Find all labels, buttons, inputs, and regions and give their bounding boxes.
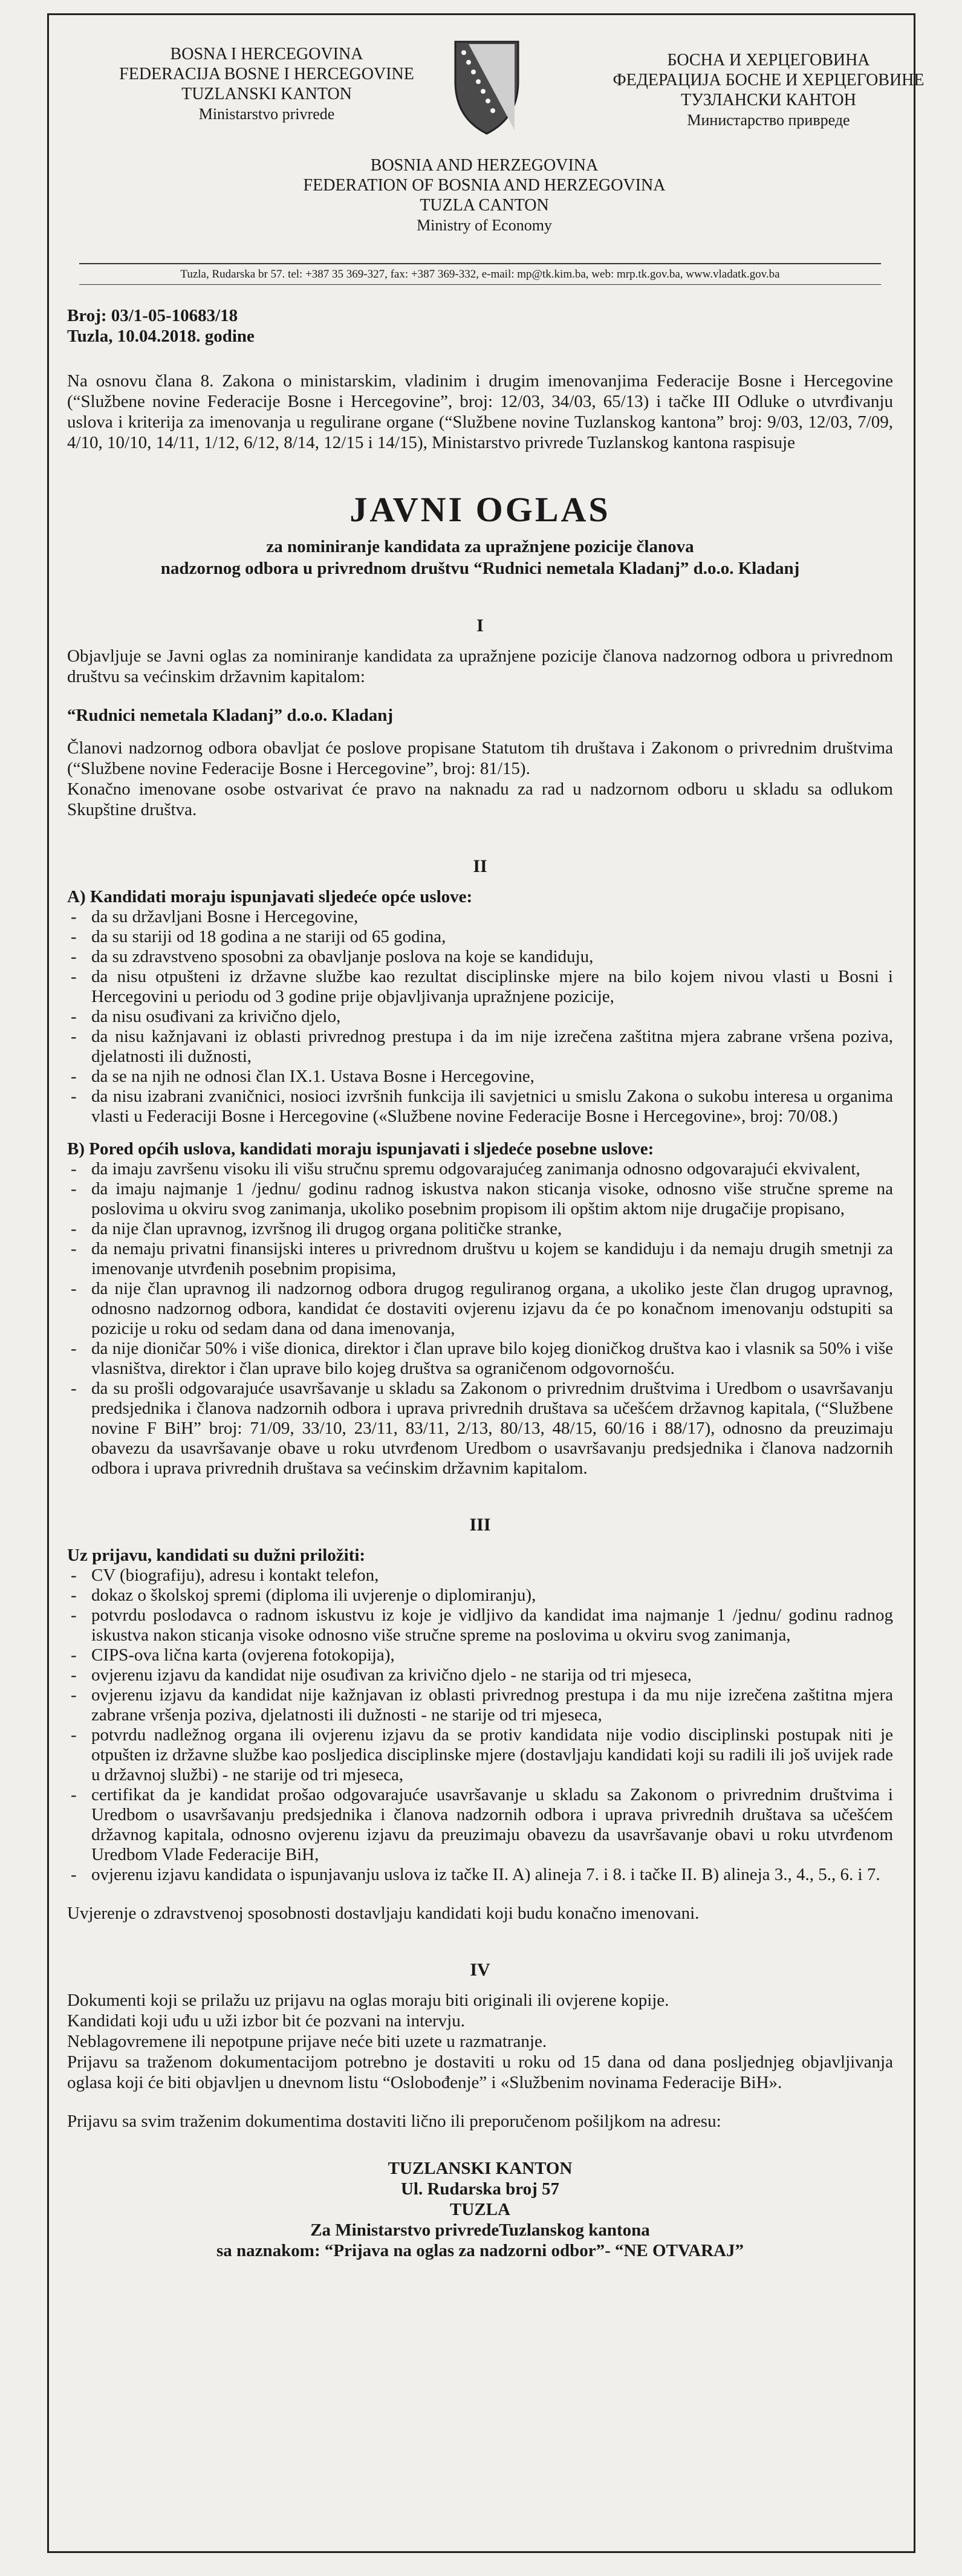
coat-of-arms-icon	[450, 39, 523, 136]
notice-title: JAVNI OGLAS	[349, 490, 611, 529]
company-name: “Rudnici nemetala Kladanj” d.o.o. Kladanj	[67, 706, 393, 725]
section-heading-2: II	[473, 856, 487, 876]
section-1-paragraph: Konačno imenovane osobe ostvarivat će pravo na naknadu za rad u nadzornom odboru u skladu sa odlukom Skupštine društva.	[67, 779, 893, 819]
delivery-instruction: Prijavu sa svim traženim dokumentima dostaviti lično ili preporučenom pošiljkom na adresu:	[67, 2112, 721, 2131]
list-item: - ovjerenu izjavu kandidata o ispunjavanju uslova iz tačke II. A) alineja 7. i 8. i tačke II. B) alineja 3., 4., 5., 6. i 7.	[91, 1865, 893, 1885]
canton-name: TUZLANSKI KANTON	[181, 85, 352, 103]
address-line: TUZLANSKI KANTON	[388, 2159, 573, 2178]
section-1-paragraph: Članovi nadzornog odbora obavljat će poslove propisane Statutom tih društava i Zakonom o privrednim društvima (“Službene novine Federacije Bosne i Hercegovine”, broj: 81/15).	[67, 738, 893, 778]
general-conditions-heading: A) Kandidati moraju ispunjavati sljedeće opće uslove:	[67, 887, 473, 906]
contact-line: Tuzla, Rudarska br 57. tel: +387 35 369-327, fax: +387 369-332, e-mail: mp@tk.kim.ba, web: mrp.tk.gov.ba, www.vladatk.gov.ba	[79, 263, 881, 281]
list-item: - da nije dioničar 50% i više dionica, direktor i član uprave bilo kojeg dioničkog društva kao i vlasnik sa 50% i više vlasništva, direktor i član uprave bilo kojeg društva sa ograničenom odgovornošću.	[91, 1339, 893, 1379]
health-certificate-note: Uvjerenje o zdravstvenoj sposobnosti dostavljaju kandidati koji budu konačno imenovani.	[67, 1904, 700, 1923]
list-item: - da nije član upravnog ili nadzornog odbora drugog reguliranog organa, a ukoliko jeste član drugog upravnog, odnosno nadzornog odbora, kandidat će dostaviti ovjerenu izjavu da će po konačnom imenovanju odstupiti sa pozicije u roku od sedam dana od dana imenovanja,	[91, 1279, 893, 1339]
attachments-list	[67, 1566, 893, 1885]
list-item: - da se na njih ne odnosi član IX.1. Ustava Bosne i Hercegovine,	[91, 1067, 893, 1087]
address-line: Za Ministarstvo privredeTuzlanskog kantona	[310, 2220, 650, 2240]
address-line: TUZLA	[450, 2200, 510, 2219]
general-conditions-list	[67, 907, 893, 1127]
ministry-name: Ministarstvo privrede	[198, 105, 335, 123]
notice-subtitle	[67, 536, 893, 579]
special-conditions-list	[67, 1159, 893, 1478]
section-4-line: Kandidati koji uđu u uži izbor bit će pozvani na intervju.	[67, 2011, 465, 2031]
country-name: BOSNA I HERCEGOVINA	[170, 45, 363, 63]
canton-name-cyrillic: ТУЗЛАНСКИ КАНТОН	[681, 91, 856, 109]
canton-name-english: TUZLA CANTON	[420, 196, 549, 215]
list-item: - da imaju završenu visoku ili višu stručnu spremu odgovarajućeg zanimanja odnosno odgovarajući ekvivalent,	[91, 1159, 893, 1179]
letterhead-cyrillic	[611, 50, 926, 130]
special-conditions-heading: B) Pored općih uslova, kandidati moraju ispunjavati i sljedeće posebne uslove:	[67, 1139, 654, 1159]
list-item: - da su prošli odgovarajuće usavršavanje u skladu sa Zakonom o privrednim društvima i Uredbom o usavršavanju predsjednika i članova nadzornih odbora i uprava privrednih društava sa učešćem državnog kapitala, (“Službene novine F BiH” broj: 71/09, 33/10, 23/11, 83/11, 2/13, 80/13, 48/15, 60/16 i 88/17), odnosno da preuzimaju obavezu da usavršavanje obave u roku utvrđenom Uredbom o usavršavanju predsjednika i članova nadzornih odbora i uprava privrednih društava sa većinskim državnim kapitalom.	[91, 1379, 893, 1478]
intro-paragraph: Na osnovu člana 8. Zakona o ministarskim, vladinim i drugim imenovanjima Federacije Bosne i Hercegovine (“Službene novine Federacije Bosne i Hercegovine”, broj: 12/03, 34/03, 65/13) i tačke III Odluke o utvrđivanju uslova i kriterija za imenovanja u regulirane organe (“Službene novine Tuzlanskog kantona” broj: 9/03, 12/03, 7/09, 4/10, 10/10, 14/11, 1/12, 6/12, 8/14, 12/15 i 14/15), Ministarstvo privrede Tuzlanskog kantona raspisuje	[67, 371, 893, 452]
list-item: - certifikat da je kandidat prošao odgovarajuće usavršavanje u skladu sa Zakonom o privrednim društvima i Uredbom o usavršavanju predsjednika i članova nadzornih odbora i uprava privrednih društava sa učešćem državnog kapitala, odnosno ovjerenu izjavu da preuzimaju obavezu da usavršavanje obavi u roku utvrđenom Uredbom Vlade Federacije BiH,	[91, 1785, 893, 1865]
list-item: - potvrdu nadležnog organa ili ovjerenu izjavu da se protiv kandidata nije vodio disciplinski postupak niti je otpušten iz državne službe kao posljedica disciplinske mjere (dostavljaju kandidati koji su radili ili još uvijek rade u državnoj službi) - ne starije od tri mjeseca,	[91, 1725, 893, 1785]
section-heading-4: IV	[470, 1960, 490, 1980]
list-item: - da nisu izabrani zvaničnici, nosioci izvršnih funkcija ili savjetnici u smislu Zakona o sukobu interesa u organima vlasti u Federaciji Bosne i Hercegovine («Službene novine Federacije Bosne i Hercegovine», broj: 70/08.)	[91, 1087, 893, 1127]
list-item: - CV (biografiju), adresu i kontakt telefon,	[91, 1566, 893, 1586]
subtitle-line: nadzornog odbora u privrednom društvu “Rudnici nemetala Kladanj” d.o.o. Kladanj	[160, 559, 800, 578]
notice-frame	[47, 13, 925, 2553]
section-4-line: Prijavu sa traženom dokumentacijom potrebno je dostaviti u roku od 15 dana od dana posljednjeg objavljivanja oglasa koji će biti objavljen u dnevnom listu “Oslobođenje” i «Službenim novinama Federacije BiH».	[67, 2052, 893, 2092]
list-item: - da nisu osuđivani za krivično djelo,	[91, 1007, 893, 1027]
delivery-address	[67, 2158, 893, 2261]
section-4-line: Neblagovremene ili nepotpune prijave neće biti uzete u razmatranje.	[67, 2032, 547, 2051]
address-line: sa naznakom: “Prijava na oglas za nadzorni odbor”- “NE OTVARAJ”	[216, 2241, 744, 2260]
list-item: - da nisu otpušteni iz državne službe kao rezultat disciplinske mjere na bilo kojem nivou vlasti u Bosni i Hercegovini u periodu od 3 godine prije objavljivanja upražnjene pozicije,	[91, 967, 893, 1007]
list-item: - CIPS-ova lična karta (ovjerena fotokopija),	[91, 1645, 893, 1665]
subtitle-line: za nominiranje kandidata za upražnjene pozicije članova	[266, 537, 694, 556]
list-item: - ovjerenu izjavu da kandidat nije osuđivan za krivično djelo - ne starija od tri mjeseca,	[91, 1665, 893, 1685]
list-item: - dokaz o školskoj spremi (diploma ili uvjerenje o diplomiranju),	[91, 1586, 893, 1605]
list-item: - da nije član upravnog, izvršnog ili drugog organa političke stranke,	[91, 1219, 893, 1239]
divider	[79, 284, 881, 285]
attachments-heading: Uz prijavu, kandidati su dužni priložiti:	[67, 1546, 366, 1565]
list-item: - da su zdravstveno sposobni za obavljanje poslova na koje se kandiduju,	[91, 947, 893, 967]
list-item: - da nemaju privatni finansijski interes u privrednom društvu u kojem se kandiduju i da nemaju drugih smetnji za imenovanje utvrđenih posebnim propisima,	[91, 1239, 893, 1279]
section-heading-1: I	[476, 616, 484, 636]
federation-name-cyrillic: ФЕДЕРАЦИЈА БОСНЕ И ХЕРЦЕГОВИНЕ	[613, 71, 925, 89]
list-item: - da nisu kažnjavani iz oblasti privrednog prestupa i da im nije izrečena zaštitna mjera zabrane vršena poziva, djelatnosti ili dužnosti,	[91, 1027, 893, 1067]
reference-block	[67, 305, 893, 346]
list-item: - da su stariji od 18 godina a ne stariji od 65 godina,	[91, 927, 893, 947]
ministry-name-english: Ministry of Economy	[417, 216, 552, 234]
reference-number: Broj: 03/1-05-10683/18	[67, 306, 238, 325]
country-name-cyrillic: БОСНА И ХЕРЦЕГОВИНА	[667, 51, 870, 70]
address-line: Ul. Rudarska broj 57	[400, 2179, 560, 2199]
list-item: - ovjerenu izjavu da kandidat nije kažnjavan iz oblasti privrednog prestupa i da mu nije izrečena zaštitna mjera zabrane vršenja poziva, djelatnosti ili dužnosti - ne starije od tri mjeseca,	[91, 1685, 893, 1725]
reference-date: Tuzla, 10.04.2018. godine	[67, 327, 255, 346]
ministry-name-cyrillic: Министарство привреде	[687, 111, 850, 129]
list-item: - da imaju najmanje 1 /jednu/ godinu radnog iskustva nakon sticanja visoke, odnosno više stručne spreme na poslovima u okviru svog zanimanja, ukoliko posebnim propisom ili opštim aktom nije drugačije propisano,	[91, 1179, 893, 1219]
list-item: - potvrdu poslodavca o radnom iskustvu iz koje je vidljivo da kandidat ima najmanje 1 /jednu/ godinu radnog iskustva nakon sticanja visoke odnosno više stručne spreme na poslovima u okviru svog zanimanja,	[91, 1605, 893, 1645]
section-1-paragraph: Objavljuje se Javni oglas za nominiranje kandidata za upražnjene pozicije članova nadzornog odbora u privrednom društvu sa većinskim državnim kapitalom:	[67, 646, 893, 686]
letterhead-latin	[103, 44, 430, 124]
country-name-english: BOSNIA AND HERZEGOVINA	[370, 156, 599, 175]
letterhead-english	[297, 155, 672, 235]
section-heading-3: III	[469, 1515, 491, 1535]
letterhead	[67, 15, 925, 287]
list-item: - da su državljani Bosne i Hercegovine,	[91, 907, 893, 927]
section-4-line: Dokumenti koji se prilažu uz prijavu na oglas moraju biti originali ili ovjerene kopije.	[67, 1991, 669, 2010]
federation-name: FEDERACIJA BOSNE I HERCEGOVINE	[119, 65, 414, 83]
federation-name-english: FEDERATION OF BOSNIA AND HERZEGOVINA	[303, 176, 666, 195]
